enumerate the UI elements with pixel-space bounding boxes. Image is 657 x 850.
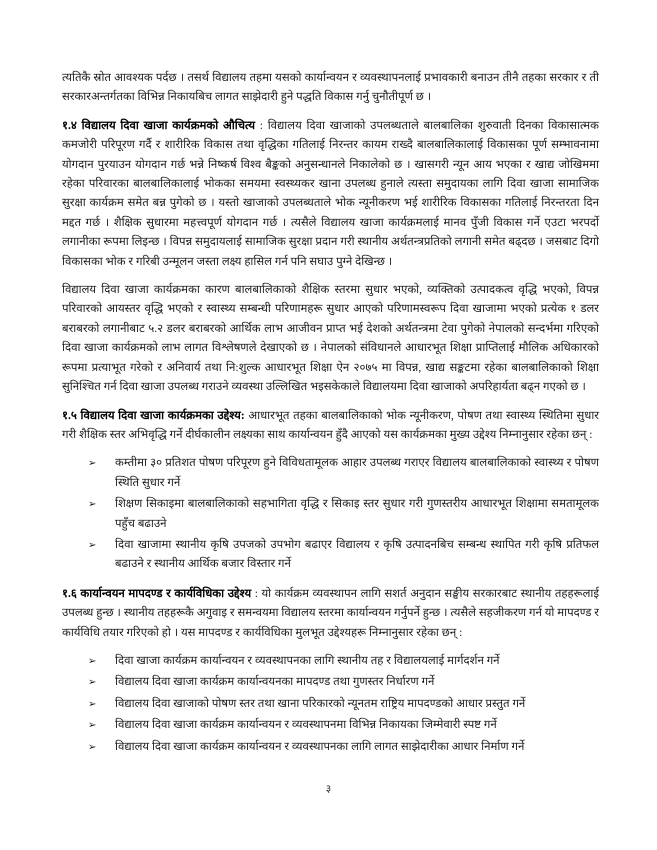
section-1-6-body: : यो कार्यक्रम व्यवस्थापन लागि सशर्त अनुदान सङ्घीय सरकारबाट स्थानीय तहहरूलाई उपलब्ध हुन्छ । स्थानीय तहहरूकै अगुवाइ र समन्वयमा विद्यालय स्तरमा कार्यान्वयन गर्नुपर्ने हुन्छ । त्यसैले सहजीकरण गर्न यो मापदण्ड र कार्यविधि तयार गरिएको हो । यस मापदण्ड र कार्यविधिका मुलभूत उद्देश्यहरू निम्नानुसार रहेका छन् : [62,587,599,639]
arrow-bullet-icon: ➢ [88,698,97,710]
section-1-5-paragraph [62,407,599,446]
section-1-5-body: आधारभूत तहका बालबालिकाको भोक न्यूनीकरण, पोषण तथा स्वास्थ्य स्थितिमा सुधार गरी शैक्षिक स्तर अभिवृद्धि गर्ने दीर्घकालीन लक्ष्यका साथ कार्यान्वयन हुँदै आएको यस कार्यक्रमका मुख्य उद्देश्य निम्नानुसार रहेका छन् : [62,409,600,441]
arrow-bullet-icon: ➢ [88,677,97,689]
section-1-5-heading: १.५ विद्यालय दिवा खाजा कार्यक्रमका उद्देश्य: [62,409,245,422]
objectives-list-1-6 [62,652,599,757]
list-item-text: दिवा खाजामा स्थानीय कृषि उपजको उपभोग बढाएर विद्यालय र कृषि उत्पादनबिच सम्बन्ध स्थापित गरी कृषि प्रतिफल बढाउने र स्थानीय आर्थिक बजार विस्तार गर्ने [115,538,599,571]
list-item [88,495,599,534]
page-number: ३ [325,784,332,795]
arrow-bullet-icon: ➢ [88,499,97,511]
list-item [88,716,599,735]
list-item-text: कम्तीमा ३० प्रतिशत पोषण परिपूरण हुने विविधतामूलक आहार उपलब्ध गराएर विद्यालय बालबालिकाको स्वास्थ्य र पोषण स्थिति सुधार गर्ने [115,457,599,489]
section-1-6-paragraph [62,585,599,643]
list-item-text: विद्यालय दिवा खाजा कार्यक्रम कार्यान्वयन र व्यवस्थापनमा विभिन्न निकायका जिम्मेवारी स्पष्ट गर्ने [115,719,497,732]
objectives-list-1-5 [62,454,599,574]
section-1-4-paragraph [62,117,599,272]
list-item [88,652,599,671]
list-item [88,695,599,714]
list-item [88,454,599,493]
paragraph-continuation: त्यतिकै स्रोत आवश्यक पर्दछ । तसर्थ विद्यालय तहमा यसको कार्यान्वयन र व्यवस्थापनलाई प्रभावकारी बनाउन तीनै तहका सरकार र ती सरकारअन्तर्गतका विभिन्न निकायबिच लागत साझेदारी हुने पद्धति विकास गर्नु चुनौतीपूर्ण छ । [62,72,599,104]
list-item-text: विद्यालय दिवा खाजा कार्यक्रम कार्यान्वयन र व्यवस्थापनका लागि लागत साझेदारीका आधार निर्माण गर्ने [115,740,525,753]
arrow-bullet-icon: ➢ [88,720,97,732]
list-item [88,738,599,757]
section-1-4-body: : विद्यालय दिवा खाजाको उपलब्धताले बालबालिका शुरुवाती दिनका विकासात्मक कमजोरी परिपूरण गर्दै र शारीरिक विकास तथा वृद्धिका गतिलाई निरन्तर कायम राख्दै बालबालिकालाई विकासका पूर्ण सम्भावनामा योगदान पुरयाउन योगदान गर्छ भन्ने निष्कर्ष विश्व बैङ्कको अनुसन्धानले निकालेको छ । खासगरी न्यून आय भएका र खाद्य जोखिममा रहेका परिवारका बालबालिकालाई भोकका समयमा स्वस्थ्यकर खाना उपलब्ध हुनाले त्यस्ता समुदायका लागि दिवा खाजा सामाजिक सुरक्षा कार्यक्रम समेत बन्न पुगेको छ । यस्तो खाजाको उपलब्धताले भोक न्यूनीकरण भई शारीरिक विकासका गतिलाई निरन्तरता दिन मद्दत गर्छ । शैक्षिक सुधारमा महत्त्वपूर्ण योगदान गर्छ । त्यसैले विद्यालय खाजा कार्यक्रमलाई मानव पुँजी विकास गर्ने एउटा भरपर्दो लगानीका रूपमा लिइन्छ । विपन्न समुदायलाई सामाजिक सुरक्षा प्रदान गरी स्थानीय अर्थतन्त्रप्रतिको लगानी समेत बढ्दछ । जसबाट दिगो विकासका भोक र गरिबी उन्मूलन जस्ता लक्ष्य हासिल गर्न पनि सघाउ पुग्ने देखिन्छ । [62,119,599,268]
list-item [88,673,599,692]
section-1-6-heading: १.६ कार्यान्वयन मापदण्ड र कार्यविधिका उद्देश्य [62,587,252,600]
section-1-4-heading: १.४ विद्यालय दिवा खाजा कार्यक्रमको औचित्य [62,119,256,132]
arrow-bullet-icon: ➢ [88,741,97,753]
arrow-bullet-icon: ➢ [88,539,97,551]
arrow-bullet-icon: ➢ [88,458,97,470]
list-item [88,536,599,575]
list-item-text: दिवा खाजा कार्यक्रम कार्यान्वयन र व्यवस्थापनका लागि स्थानीय तह र विद्यालयलाई मार्गदर्शन गर्ने [115,654,500,667]
arrow-bullet-icon: ➢ [88,655,97,667]
list-item-text: शिक्षण सिकाइमा बालबालिकाको सहभागिता वृद्धि र सिकाइ स्तर सुधार गरी गुणस्तरीय आधारभूत शिक्षामा समतामूलक पहुँच बढाउने [115,498,599,530]
list-item-text: विद्यालय दिवा खाजा कार्यक्रम कार्यान्वयनका मापदण्ड तथा गुणस्तर निर्धारण गर्ने [115,676,435,689]
list-item-text: विद्यालय दिवा खाजाको पोषण स्तर तथा खाना परिकारको न्यूनतम राष्ट्रिय मापदण्डको आधार प्रस्तुत गर्ने [115,697,526,710]
paragraph-benefits: विद्यालय दिवा खाजा कार्यक्रमका कारण बालबालिकाको शैक्षिक स्तरमा सुधार भएको, व्यक्तिको उत्पादकत्व वृद्धि भएको, विपन्न परिवारको आयस्तर वृद्धि भएको र स्वास्थ्य सम्बन्धी परिणामहरू सुधार आएको परिणामस्वरूप दिवा खाजामा भएको प्रत्येक १ डलर बराबरको लगानीबाट ५.२ डलर बराबरको आर्थिक लाभ आजीवन प्राप्त भई देशको अर्थतन्त्रमा टेवा पुगेको नेपालको सन्दर्भमा गरिएको दिवा खाजा कार्यक्रमको लाभ लागत विश्लेषणले देखाएको छ । नेपालको संविधानले आधारभूत शिक्षा प्राप्तिलाई मौलिक अधिकारको रूपमा प्रत्याभूत गरेको र अनिवार्य तथा नि:शुल्क आधारभूत शिक्षा ऐन २०७५ मा विपन्न, खाद्य सङ्कटमा रहेका बालबालिकाको शिक्षा सुनिश्चित गर्न दिवा खाजा उपलब्ध गराउने व्यवस्था उल्लिखित भइसकेकाले विद्यालयमा दिवा खाजाको अपरिहार्यता बढ्न गएको छ । [62,284,599,394]
